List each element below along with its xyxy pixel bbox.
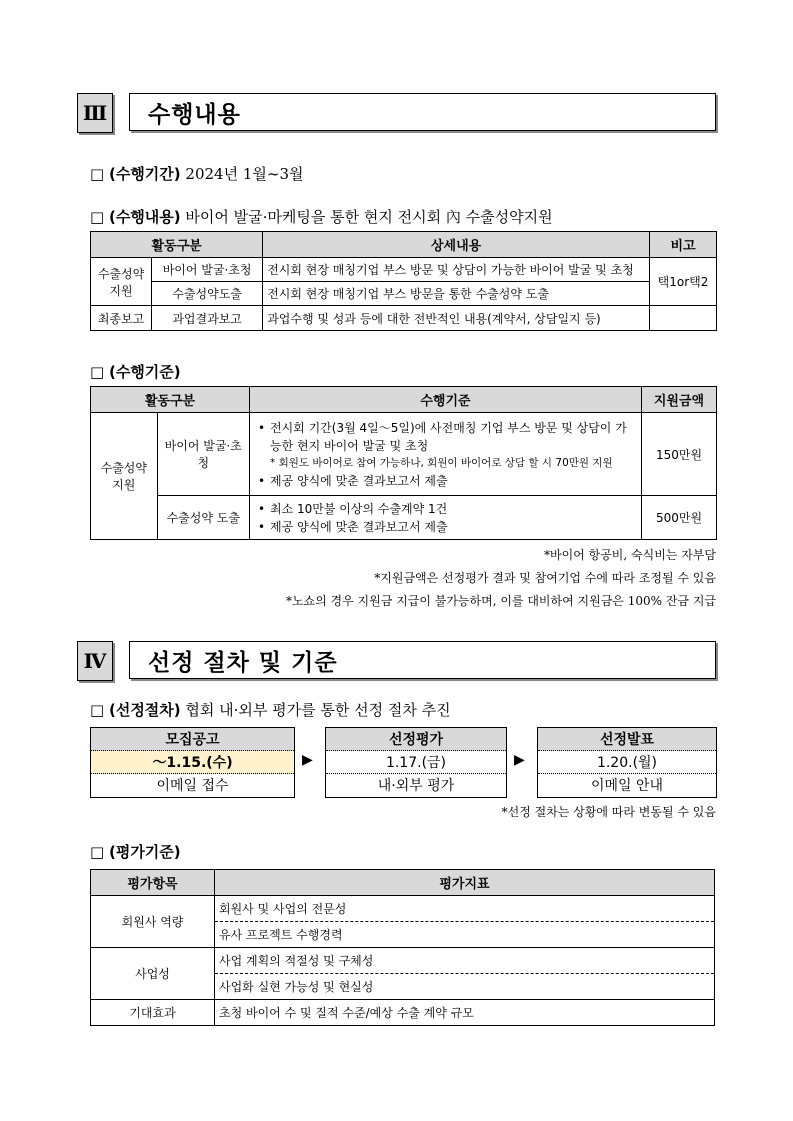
eval-category-cell: 회원사 역량 — [91, 896, 215, 948]
procedure-step — [90, 727, 295, 798]
detail-cell: 전시회 현장 매칭기업 부스 방문을 통한 수출성약 도출 — [263, 282, 650, 306]
header-cell: 평가항목 — [91, 870, 215, 896]
step-date: ～1.15.(수) — [91, 751, 294, 774]
period-label: (수행기간) — [108, 165, 181, 183]
eval-item-cell: 회원사 및 사업의 전문성 — [215, 896, 715, 922]
subcategory-cell: 바이어 발굴·초청 — [152, 258, 263, 282]
criteria-bullet: • 제공 양식에 맞춘 결과보고서 제출 — [270, 518, 637, 536]
criteria-cell — [250, 413, 642, 496]
criteria-bullet: • 전시회 기간(3월 4일～5일)에 사전매칭 기업 부스 방문 및 상담이 가능한 현지 바이어 발굴 및 초청 — [270, 419, 637, 455]
subcategory-cell: 수출성약도출 — [152, 282, 263, 306]
empty-cell — [650, 306, 717, 331]
procedure-step — [325, 727, 507, 798]
checkbox-icon: □ — [90, 701, 105, 719]
category-cell: 최종보고 — [91, 306, 152, 331]
section-title: 수행내용 — [129, 93, 716, 131]
criteria-cell — [250, 496, 642, 540]
footnote: *지원금액은 선정평가 결과 및 참여기업 수에 따라 조정될 수 있음 — [374, 571, 716, 585]
eval-item-cell: 사업화 실현 가능성 및 현실성 — [215, 974, 715, 1000]
step-date: 1.17.(금) — [326, 751, 506, 774]
procedure-label: (선정절차) — [108, 701, 181, 719]
step-desc: 이메일 접수 — [156, 778, 229, 794]
criteria-bullet: • 제공 양식에 맞춘 결과보고서 제출 — [270, 472, 637, 490]
eval-category-cell: 기대효과 — [91, 1000, 215, 1026]
step-date: 1.20.(월) — [538, 751, 716, 774]
step-desc: 이메일 안내 — [590, 778, 664, 794]
arrow-right-icon: ▶ — [514, 752, 525, 768]
criteria-label: (수행기준) — [108, 363, 181, 381]
section-title: 선정 절차 및 기준 — [129, 641, 716, 679]
content-text: 바이어 발굴·마케팅을 통한 현지 전시회 內 수출성약지원 — [185, 208, 553, 226]
procedure-heading — [90, 699, 451, 720]
criteria-heading — [90, 361, 181, 382]
procedure-text: 협회 내·외부 평가를 통한 선정 절차 추진 — [185, 701, 451, 719]
eval-category-cell: 사업성 — [91, 948, 215, 1000]
criteria-table — [90, 386, 717, 540]
eval-item-cell: 사업 계획의 적절성 및 구체성 — [215, 948, 715, 974]
checkbox-icon: □ — [90, 208, 105, 226]
content-heading — [90, 206, 553, 227]
note-cell: 택1or택2 — [650, 258, 717, 306]
subcategory-cell: 과업결과보고 — [152, 306, 263, 331]
activity-table — [90, 231, 717, 331]
eval-item-cell: 초청 바이어 수 및 질적 수준/예상 수출 계약 규모 — [215, 1000, 715, 1026]
period-heading — [90, 163, 304, 184]
step-title: 모집공고 — [91, 728, 294, 751]
header-cell: 평가지표 — [215, 870, 715, 896]
step-desc: 내·외부 평가 — [377, 778, 455, 794]
checkbox-icon: □ — [90, 843, 105, 861]
procedure-step — [537, 727, 717, 798]
header-cell: 상세내용 — [263, 232, 650, 258]
category-cell: 수출성약 지원 — [91, 258, 152, 306]
checkbox-icon: □ — [90, 363, 105, 381]
criteria-bullet: • 최소 10만불 이상의 수출계약 1건 — [270, 500, 637, 518]
header-cell: 활동구분 — [91, 232, 263, 258]
eval-label: (평가기준) — [108, 843, 181, 861]
header-cell: 활동구분 — [91, 387, 250, 413]
arrow-right-icon: ▶ — [302, 752, 313, 768]
header-cell: 지원금액 — [642, 387, 717, 413]
footnote: *노쇼의 경우 지원금 지급이 불가능하며, 이를 대비하여 지원금은 100% 잔금 지급 — [285, 594, 716, 608]
subcategory-cell: 수출성약 도출 — [157, 496, 250, 540]
step-title: 선정발표 — [538, 728, 716, 751]
amount-cell: 150만원 — [642, 413, 717, 496]
step-title: 선정평가 — [326, 728, 506, 751]
header-cell: 수행기준 — [250, 387, 642, 413]
amount-cell: 500만원 — [642, 496, 717, 540]
eval-heading — [90, 841, 181, 862]
content-label: (수행내용) — [108, 208, 181, 226]
eval-item-cell: 유사 프로젝트 수행경력 — [215, 922, 715, 948]
detail-cell: 과업수행 및 성과 등에 대한 전반적인 내용(계약서, 상담일지 등) — [263, 306, 650, 331]
footnote: *바이어 항공비, 숙식비는 자부담 — [544, 548, 716, 562]
checkbox-icon: □ — [90, 165, 105, 183]
eval-table — [90, 869, 715, 1026]
footnote: *선정 절차는 상황에 따라 변동될 수 있음 — [501, 805, 716, 819]
category-cell: 수출성약 지원 — [91, 413, 158, 540]
criteria-subnote: * 회원도 바이어로 참여 가능하나, 회원이 바이어로 상담 할 시 70만원 지원 — [270, 456, 613, 469]
section-number: Ⅲ — [77, 93, 113, 133]
detail-cell: 전시회 현장 매칭기업 부스 방문 및 상담이 가능한 바이어 발굴 및 초청 — [263, 258, 650, 282]
section-number: Ⅳ — [77, 641, 113, 681]
header-cell: 비고 — [650, 232, 717, 258]
period-text: 2024년 1월~3월 — [185, 165, 304, 183]
subcategory-cell: 바이어 발굴·초청 — [157, 413, 250, 496]
